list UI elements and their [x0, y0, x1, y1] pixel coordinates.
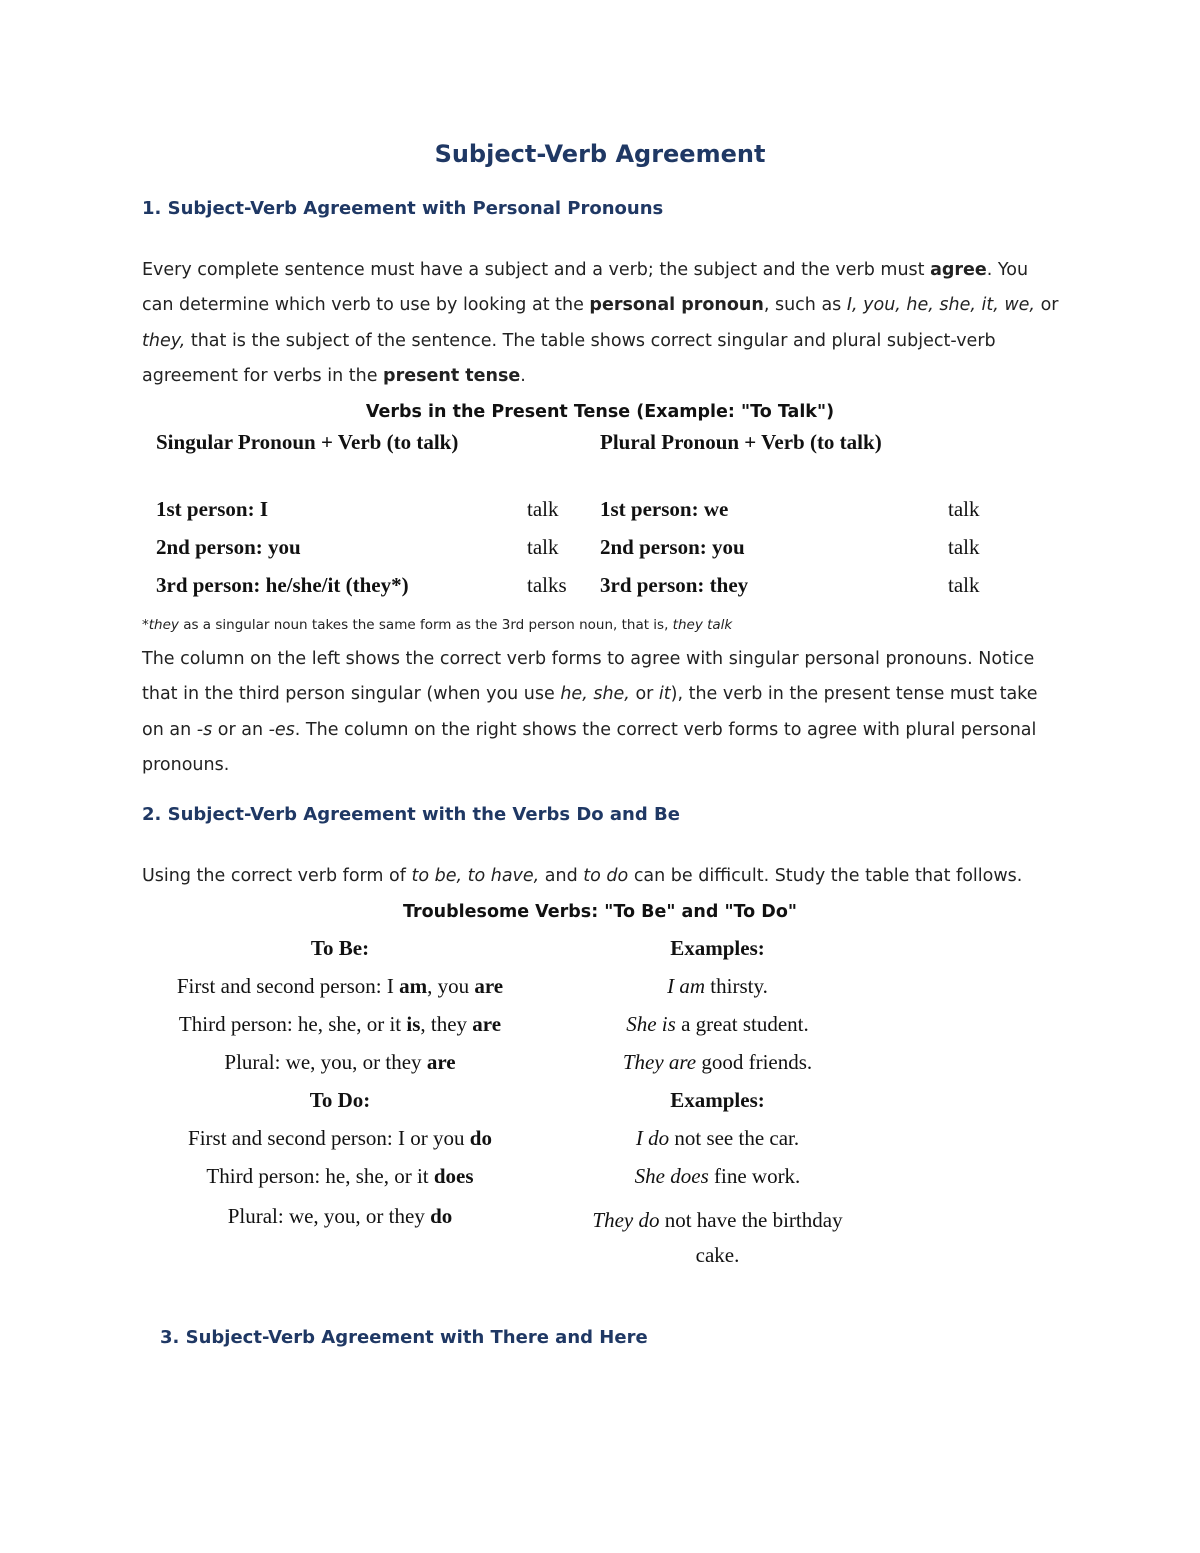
table-cell-plur-pronoun: 1st person: we: [600, 497, 729, 521]
text-run: The column on the left shows the correct verb forms to agree with singular personal pronouns. Notice that in the third person singular (when you use: [142, 649, 1035, 705]
table-cell-sing-pronoun: 3rd person: he/she/it (they*): [156, 573, 409, 597]
bold-verb: am: [399, 974, 428, 998]
to-do-rule: [140, 1163, 540, 1189]
singular-header: Singular Pronoun + Verb (to talk): [156, 430, 459, 454]
table-cell-plur-verb: talk: [948, 535, 980, 559]
footnote-star: *: [142, 617, 149, 633]
italic-s-suffix: -s: [196, 719, 213, 740]
to-be-example: [560, 1011, 875, 1037]
italic-subject-verb: They are: [622, 1050, 697, 1074]
italic-to-do: to do: [583, 866, 629, 886]
to-do-example: [560, 1125, 875, 1151]
to-be-header: To Be:: [310, 936, 370, 960]
text-run: not see the car.: [669, 1126, 800, 1150]
bold-verb: are: [472, 1012, 502, 1036]
to-be-examples-header: Examples:: [670, 936, 765, 960]
text-run: Third person: he, she, or it: [178, 1012, 407, 1036]
text-run: First and second person: I: [176, 974, 400, 998]
bold-verb: are: [474, 974, 504, 998]
bold-verb: do: [469, 1126, 492, 1150]
italic-they: they,: [142, 330, 186, 351]
bold-verb: are: [426, 1050, 456, 1074]
to-be-example: [560, 1049, 875, 1075]
text-run: a great student.: [675, 1012, 809, 1036]
to-do-example: [560, 1203, 875, 1273]
to-be-example: [560, 973, 875, 999]
text-run: Third person: he, she, or it: [206, 1164, 434, 1188]
text-run: . The column on the right shows the correct verb forms to agree with plural personal pronouns.: [142, 719, 1037, 775]
text-run: . You can determine which verb to use by looking at the: [142, 260, 1029, 316]
text-run: Plural: we, you, or they: [227, 1204, 431, 1228]
page-title: Subject-Verb Agreement: [434, 140, 766, 168]
italic-subject-verb: I am: [667, 974, 706, 998]
to-do-rule: [140, 1203, 540, 1229]
text-run: First and second person: I or you: [188, 1126, 470, 1150]
text-run: Every complete sentence must have a subject and a verb; the subject and the verb must: [142, 260, 931, 280]
text-run: good friends.: [696, 1050, 813, 1074]
italic-to-be-to-have: to be, to have,: [411, 866, 540, 886]
bold-verb: does: [433, 1164, 474, 1188]
section-2-paragraph: [142, 859, 1062, 894]
table-cell-plur-verb: talk: [948, 497, 980, 521]
to-do-examples-header: Examples:: [670, 1088, 765, 1112]
italic-they: they: [148, 617, 179, 633]
text-run: .: [520, 365, 526, 386]
text-run: or an: [212, 719, 269, 740]
text-run: thirsty.: [705, 974, 768, 998]
bold-term-agree: agree: [930, 260, 987, 280]
bold-verb: is: [406, 1012, 421, 1036]
table-1-caption: Verbs in the Present Tense (Example: "To Talk"): [365, 402, 835, 422]
to-be-rule: [140, 1049, 540, 1075]
italic-they-talk: they talk: [672, 617, 733, 633]
to-do-header: To Do:: [309, 1088, 371, 1112]
section-1-paragraph: [142, 253, 1062, 394]
text-run: fine work.: [708, 1164, 801, 1188]
text-run: ), the verb in the present tense must take on an: [142, 684, 1038, 740]
text-run: , such as: [763, 295, 847, 316]
italic-es-suffix: -es: [268, 719, 295, 740]
table-cell-plur-verb: talk: [948, 573, 980, 597]
table-cell-sing-pronoun: 2nd person: you: [156, 535, 301, 559]
italic-it: it: [658, 684, 671, 705]
text-run: or: [1035, 295, 1059, 316]
to-be-rule: [140, 1011, 540, 1037]
table-cell-plur-pronoun: 3rd person: they: [600, 573, 749, 597]
italic-subject-verb: I do: [635, 1126, 670, 1150]
section-2-heading: 2. Subject-Verb Agreement with the Verbs Do and Be: [142, 804, 680, 825]
table-cell-sing-verb: talks: [527, 573, 567, 597]
text-run: can be difficult. Study the table that follows.: [628, 866, 1023, 886]
text-run: or: [629, 684, 659, 705]
text-run: and: [539, 866, 584, 886]
text-run: as a singular noun takes the same form as the 3rd person noun, that is,: [178, 617, 673, 633]
table-cell-sing-verb: talk: [527, 497, 559, 521]
italic-subject-verb: She does: [634, 1164, 709, 1188]
section-1-heading: 1. Subject-Verb Agreement with Personal Pronouns: [142, 198, 664, 219]
table-2-caption: Troublesome Verbs: "To Be" and "To Do": [403, 902, 797, 922]
text-run: Plural: we, you, or they: [224, 1050, 427, 1074]
bold-verb: do: [430, 1204, 453, 1228]
italic-pronouns: I, you, he, she, it, we,: [846, 295, 1035, 316]
to-do-example: [560, 1163, 875, 1189]
italic-subject-verb: They do: [592, 1208, 660, 1232]
text-run: that is the subject of the sentence. The table shows correct singular and plural subject-verb agreement for verbs in the: [142, 330, 996, 386]
table-cell-plur-pronoun: 2nd person: you: [600, 535, 745, 559]
to-do-rule: [140, 1125, 540, 1151]
plural-header: Plural Pronoun + Verb (to talk): [600, 430, 882, 454]
table-footnote: [142, 617, 732, 633]
text-run: , they: [420, 1012, 473, 1036]
table-cell-sing-verb: talk: [527, 535, 559, 559]
bold-term-personal-pronoun: personal pronoun: [589, 295, 764, 316]
text-run: , you: [427, 974, 475, 998]
italic-he-she: he, she,: [560, 684, 630, 705]
text-run: Using the correct verb form of: [142, 866, 412, 886]
to-be-rule: [140, 973, 540, 999]
section-1-explanation: [142, 642, 1062, 783]
table-cell-sing-pronoun: 1st person: I: [156, 497, 269, 521]
text-run: not have the birthday cake.: [659, 1208, 843, 1267]
section-3-heading: 3. Subject-Verb Agreement with There and Here: [160, 1327, 648, 1348]
bold-term-present-tense: present tense: [383, 365, 521, 386]
italic-subject-verb: She is: [626, 1012, 676, 1036]
